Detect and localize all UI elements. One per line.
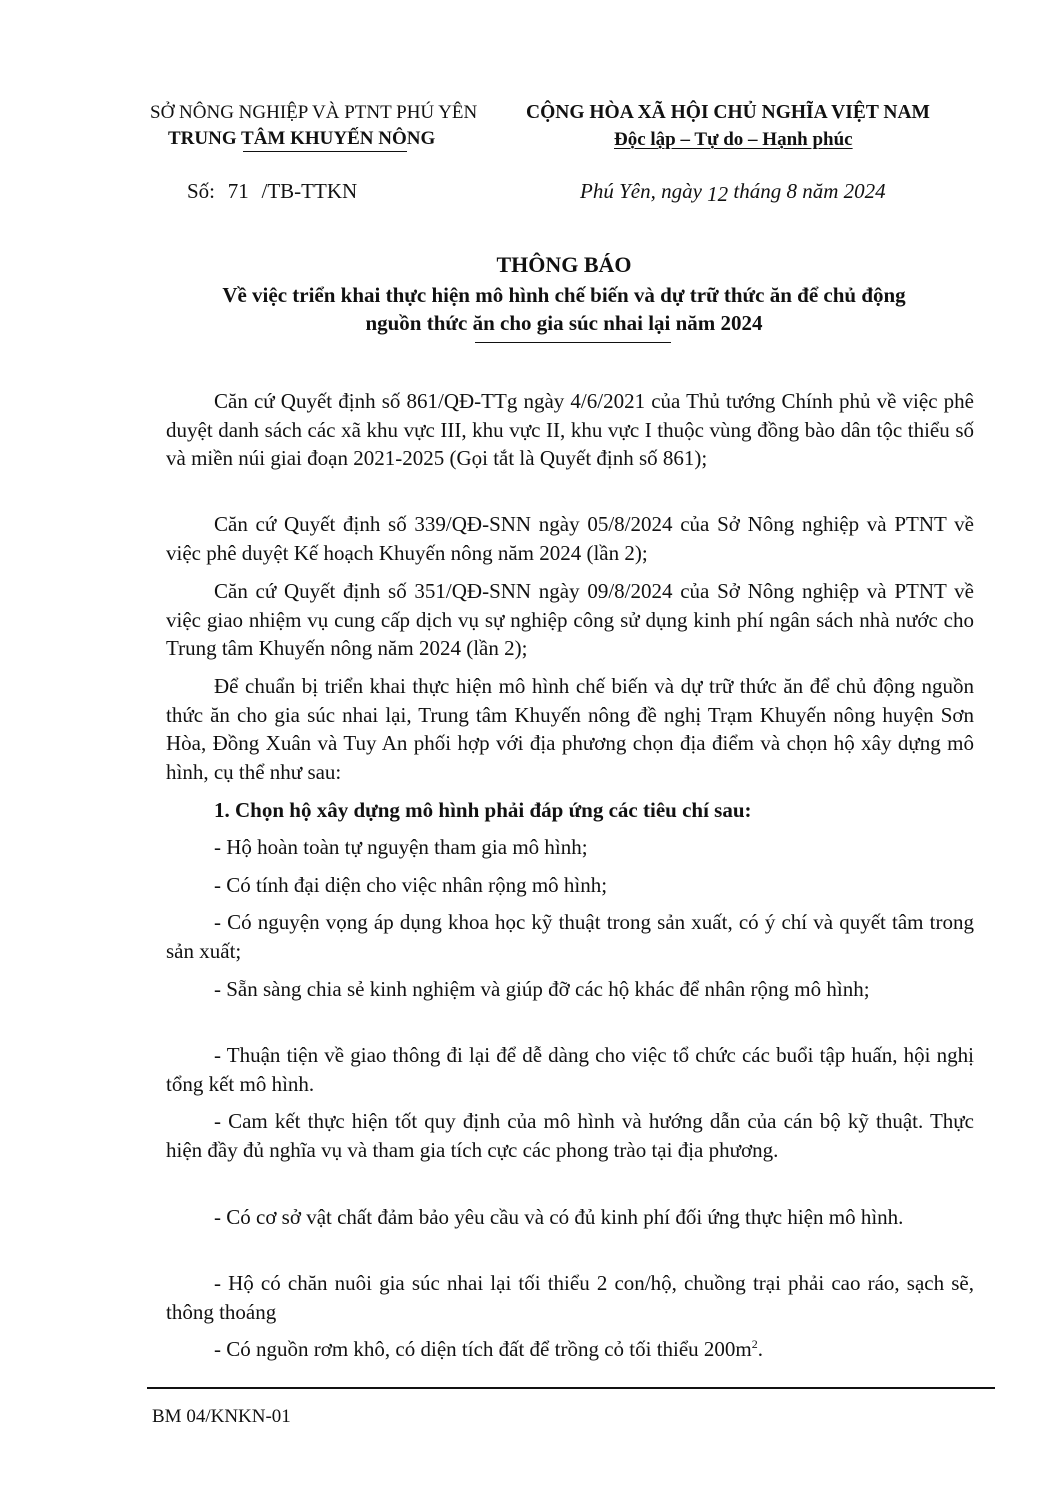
national-motto: Độc lập – Tự do – Hạnh phúc bbox=[614, 129, 853, 150]
document-date bbox=[580, 179, 886, 204]
criterion-6: - Cam kết thực hiện tốt quy định của mô hình và hướng dẫn của cán bộ kỹ thuật. Thực hiện đầy đủ nghĩa vụ và tham gia tích cực các phong trào tại địa phương. bbox=[166, 1109, 974, 1162]
criterion-9-end: . bbox=[757, 1337, 764, 1361]
agency-underline bbox=[243, 151, 407, 152]
agency-name: TRUNG TÂM KHUYẾN NÔNG bbox=[168, 128, 436, 149]
title-underline bbox=[475, 342, 671, 343]
document-subject-line-1: Về việc triển khai thực hiện mô hình chế biến và dự trữ thức ăn để chủ động bbox=[222, 283, 906, 307]
agency-parent: SỞ NÔNG NGHIỆP VÀ PTNT PHÚ YÊN bbox=[150, 102, 478, 123]
document-subject-line-2: nguồn thức ăn cho gia súc nhai lại năm 2024 bbox=[365, 311, 763, 335]
section-1-heading: 1. Chọn hộ xây dựng mô hình phải đáp ứng các tiêu chí sau: bbox=[214, 798, 752, 822]
criterion-2: - Có tính đại diện cho việc nhân rộng mô hình; bbox=[214, 873, 608, 897]
paragraph-purpose: Để chuẩn bị triển khai thực hiện mô hình chế biến và dự trữ thức ăn để chủ động nguồn thức ăn cho gia súc nhai lại, Trung tâm Khuyến nông đề nghị Trạm Khuyến nông huyện Sơn Hòa, Đồng Xuân và Tuy An phối hợp với địa phương chọn địa điểm và chọn hộ xây dựng mô hình, cụ thể như sau: bbox=[166, 674, 974, 784]
form-code: BM 04/KNKN-01 bbox=[152, 1406, 291, 1427]
criterion-9-text: - Có nguồn rơm khô, có diện tích đất để trồng cỏ tối thiểu 200m bbox=[214, 1337, 752, 1361]
criterion-9 bbox=[166, 1335, 974, 1364]
criterion-9-superscript: 2 bbox=[751, 1337, 758, 1351]
criterion-3: - Có nguyện vọng áp dụng khoa học kỹ thuật trong sản xuất, có ý chí và quyết tâm trong sản xuất; bbox=[166, 910, 974, 963]
criterion-8: - Hộ có chăn nuôi gia súc nhai lại tối thiểu 2 con/hộ, chuồng trại phải cao ráo, sạch sẽ, thông thoáng bbox=[166, 1271, 974, 1324]
date-day: 12 bbox=[707, 182, 729, 206]
criterion-5: - Thuận tiện về giao thông đi lại để dễ dàng cho việc tổ chức các buổi tập huấn, hội nghị tổng kết mô hình. bbox=[166, 1043, 974, 1096]
paragraph-legal-basis-3: Căn cứ Quyết định số 351/QĐ-SNN ngày 09/8/2024 của Sở Nông nghiệp và PTNT về việc giao nhiệm vụ cung cấp dịch vụ sự nghiệp công sử dụng kinh phí ngân sách nhà nước cho Trung tâm Khuyến nông năm 2024 (lần 2); bbox=[166, 579, 974, 660]
number-suffix: /TB-TTKN bbox=[261, 179, 358, 203]
country-name: CỘNG HÒA XÃ HỘI CHỦ NGHĨA VIỆT NAM bbox=[526, 102, 930, 123]
date-suffix: tháng 8 năm 2024 bbox=[733, 179, 886, 203]
document-type: THÔNG BÁO bbox=[496, 252, 632, 277]
paragraph-legal-basis-2: Căn cứ Quyết định số 339/QĐ-SNN ngày 05/8/2024 của Sở Nông nghiệp và PTNT về việc phê duyệt Kế hoạch Khuyến nông năm 2024 (lần 2); bbox=[166, 512, 974, 565]
number-prefix: Số: bbox=[187, 179, 216, 203]
number-value: 71 bbox=[227, 179, 249, 203]
document-number bbox=[187, 179, 357, 204]
footer-rule bbox=[147, 1387, 995, 1389]
paragraph-legal-basis-1: Căn cứ Quyết định số 861/QĐ-TTg ngày 4/6/2021 của Thủ tướng Chính phủ về việc phê duyệt danh sách các xã khu vực III, khu vực II, khu vực I thuộc vùng đồng bào dân tộc thiểu số và miền núi giai đoạn 2021-2025 (Gọi tắt là Quyết định số 861); bbox=[166, 389, 974, 470]
date-prefix: Phú Yên, ngày bbox=[580, 179, 702, 203]
criterion-7: - Có cơ sở vật chất đảm bảo yêu cầu và có đủ kinh phí đối ứng thực hiện mô hình. bbox=[214, 1205, 904, 1229]
criterion-4: - Sẵn sàng chia sẻ kinh nghiệm và giúp đỡ các hộ khác để nhân rộng mô hình; bbox=[214, 977, 870, 1001]
criterion-1: - Hộ hoàn toàn tự nguyện tham gia mô hình; bbox=[214, 835, 588, 859]
